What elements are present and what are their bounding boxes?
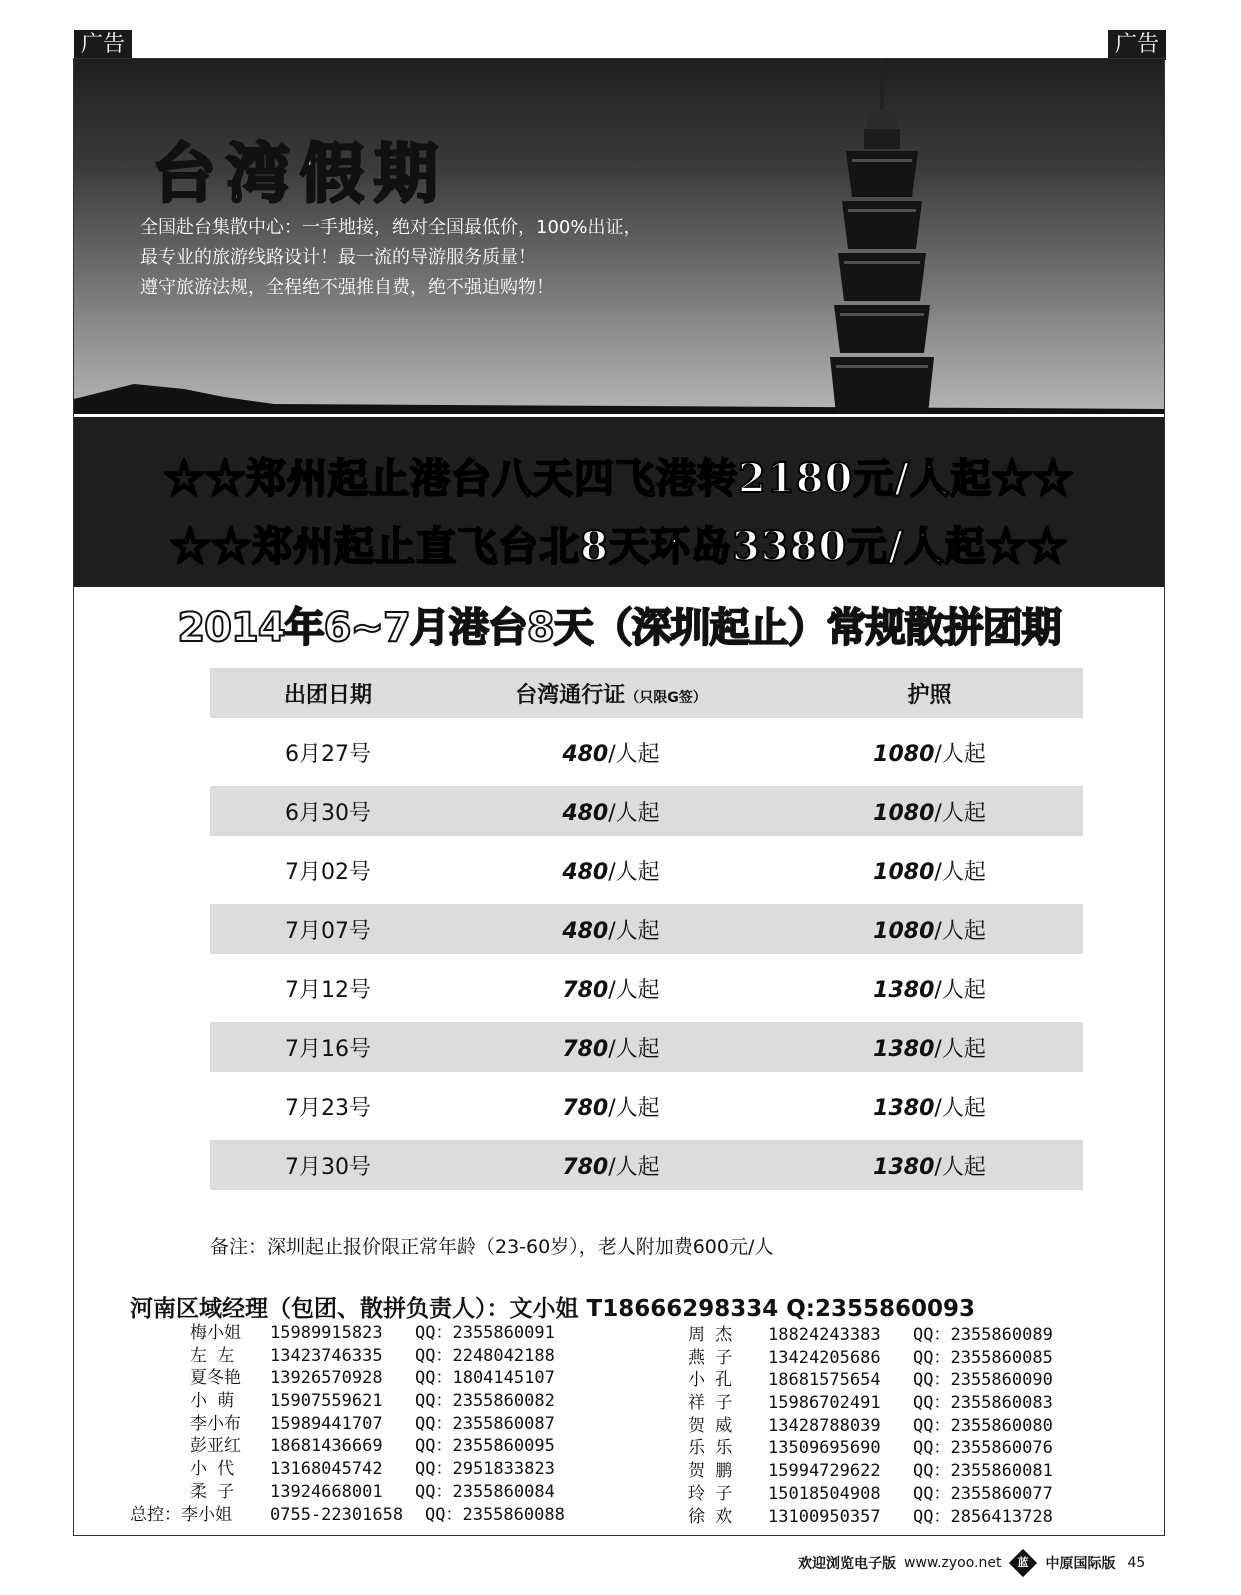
- row-date: 6月30号: [285, 800, 371, 826]
- price-unit: /人起: [934, 1154, 986, 1180]
- contact-name: 梅小姐: [190, 1323, 241, 1343]
- contact-qq: QQ：2355860095: [415, 1436, 555, 1457]
- price-unit: /人起: [608, 1095, 660, 1121]
- price-unit: /人起: [934, 977, 986, 1003]
- price-value: 480: [562, 741, 609, 767]
- contact-qq: QQ：2355860091: [415, 1323, 555, 1343]
- table-header: [210, 668, 1083, 718]
- row-date: 6月27号: [285, 741, 371, 767]
- price-unit: /人起: [608, 977, 660, 1003]
- contact-row: [688, 1437, 1053, 1460]
- ad-tag-left: 广告: [74, 30, 132, 60]
- row-date: 7月07号: [285, 918, 371, 944]
- table-row: [210, 845, 1083, 895]
- contact-name: 小 萌: [190, 1391, 235, 1412]
- contact-name: 乐 乐: [688, 1438, 733, 1459]
- contact-name: 贺 威: [688, 1415, 733, 1436]
- promo-line-2: ☆☆郑州起止直飞台北8天环岛3380元/人起☆☆: [170, 523, 1068, 570]
- contact-name: 周 杰: [688, 1325, 733, 1345]
- contact-phone: 13428788039: [768, 1415, 881, 1436]
- row-date: 7月16号: [285, 1036, 371, 1062]
- contact-qq: QQ：2355860085: [913, 1347, 1053, 1368]
- contact-phone: 13424205686: [768, 1347, 881, 1368]
- contact-phone: 13168045742: [270, 1459, 383, 1480]
- contact-row: [130, 1413, 565, 1436]
- promo-banner: [74, 417, 1164, 587]
- row-passport-price: [776, 737, 1083, 768]
- contact-qq: QQ：2856413728: [913, 1506, 1053, 1527]
- contact-name: 玲 子: [688, 1483, 733, 1504]
- table-row: [210, 727, 1083, 777]
- header-date: 出团日期: [283, 682, 372, 708]
- price-value: 1380: [873, 977, 935, 1003]
- price-value: 1380: [873, 1154, 935, 1180]
- price-unit: /人起: [608, 859, 660, 885]
- contact-phone: 0755-22301658: [270, 1504, 404, 1525]
- contact-name: 贺 鹏: [688, 1461, 733, 1482]
- row-tw-price: [446, 737, 776, 768]
- contacts-right-column: [688, 1324, 1053, 1528]
- contact-name: 祥 子: [688, 1393, 733, 1414]
- schedule-table: [210, 668, 1083, 1190]
- contact-name: 总控：李小姐: [130, 1504, 232, 1525]
- contact-row: [688, 1483, 1053, 1506]
- contact-name: 左 左: [190, 1345, 235, 1366]
- contact-qq: QQ：2355860088: [425, 1504, 565, 1525]
- contact-row: [130, 1481, 565, 1504]
- row-date: 7月23号: [285, 1095, 371, 1121]
- price-value: 780: [562, 1154, 609, 1180]
- contact-phone: 15994729622: [768, 1461, 881, 1482]
- contact-name: 燕 子: [688, 1347, 733, 1368]
- contact-name: 小 孔: [688, 1370, 733, 1391]
- footer-url[interactable]: www.zyoo.net: [904, 1555, 1002, 1571]
- price-value: 780: [562, 1095, 609, 1121]
- hero-line-1: 全国赴台集散中心：一手地接，绝对全国最低价，100%出证，: [140, 217, 642, 238]
- contact-qq: QQ：2355860083: [913, 1393, 1053, 1414]
- ad-tag-right: 广告: [1108, 30, 1166, 60]
- contact-phone: 18681436669: [270, 1436, 383, 1457]
- hero-line-2: 最专业的旅游线路设计！最一流的导游服务质量！: [140, 247, 536, 268]
- price-value: 480: [562, 800, 609, 826]
- hero-line-3: 遵守旅游法规，全程绝不强推自费，绝不强迫购物！: [140, 277, 554, 298]
- contact-row: [688, 1392, 1053, 1415]
- price-unit: /人起: [934, 1095, 986, 1121]
- contact-phone: 13926570928: [270, 1368, 383, 1389]
- contact-qq: QQ：2355860090: [913, 1370, 1053, 1391]
- contact-phone: 18824243383: [768, 1325, 881, 1345]
- row-tw-price: [446, 973, 776, 1004]
- contact-name: 夏冬艳: [190, 1368, 241, 1389]
- contact-row: [130, 1345, 565, 1368]
- contact-phone: 15907559621: [270, 1391, 383, 1412]
- page-footer: [798, 1553, 1145, 1573]
- contact-row: [688, 1347, 1053, 1370]
- section-title: 2014年6~7月港台8天（深圳起止）常规散拼团期: [177, 605, 1061, 651]
- price-value: 780: [562, 977, 609, 1003]
- price-note: 备注：深圳起止报价限正常年龄（23-60岁），老人附加费600元/人: [210, 1236, 774, 1258]
- contact-phone: 15989915823: [270, 1323, 383, 1343]
- price-unit: /人起: [608, 1036, 660, 1062]
- contact-qq: QQ：2355860080: [913, 1415, 1053, 1436]
- row-tw-price: [446, 855, 776, 886]
- price-unit: /人起: [608, 741, 660, 767]
- row-date: 7月12号: [285, 977, 371, 1003]
- contact-phone: 13509695690: [768, 1438, 881, 1459]
- contact-name: 柔 子: [190, 1481, 235, 1502]
- contact-phone: 18681575654: [768, 1370, 881, 1391]
- regional-manager: 河南区域经理（包团、散拼负责人）：文小姐 T18666298334 Q:2355860093: [130, 1296, 976, 1322]
- row-tw-price: [446, 796, 776, 827]
- table-row: [210, 1140, 1083, 1190]
- table-row: [210, 904, 1083, 954]
- contact-qq: QQ：2355860076: [913, 1438, 1053, 1459]
- row-tw-price: [446, 1032, 776, 1063]
- table-row: [210, 1022, 1083, 1072]
- price-unit: /人起: [608, 800, 660, 826]
- price-unit: /人起: [934, 741, 986, 767]
- contact-qq: QQ：2355860081: [913, 1461, 1053, 1482]
- contact-phone: 13423746335: [270, 1345, 383, 1366]
- contact-row: [130, 1458, 565, 1481]
- row-passport-price: [776, 855, 1083, 886]
- price-value: 780: [562, 1036, 609, 1062]
- contact-row: [688, 1324, 1053, 1347]
- contact-phone: 15989441707: [270, 1413, 383, 1434]
- contact-row: [688, 1506, 1053, 1529]
- row-tw-price: [446, 1091, 776, 1122]
- price-value: 480: [562, 859, 609, 885]
- contact-qq: QQ：2248042188: [415, 1345, 555, 1366]
- header-taiwan-permit-note: （只限G签）: [625, 689, 707, 706]
- price-value: 1080: [873, 800, 935, 826]
- row-tw-price: [446, 1150, 776, 1181]
- table-row: [210, 786, 1083, 836]
- header-taiwan-permit: [446, 678, 776, 709]
- page-number: 45: [1127, 1555, 1146, 1571]
- price-value: 1380: [873, 1095, 935, 1121]
- contact-name: 彭亚红: [190, 1436, 241, 1457]
- contacts-left-column: [130, 1322, 565, 1526]
- contact-row: [688, 1460, 1053, 1483]
- row-passport-price: [776, 1032, 1083, 1063]
- header-passport: 护照: [907, 682, 952, 708]
- price-value: 1080: [873, 859, 935, 885]
- contact-row: [130, 1367, 565, 1390]
- contact-qq: QQ：2355860084: [415, 1481, 555, 1502]
- contact-row: [688, 1415, 1053, 1438]
- contact-qq: QQ：1804145107: [415, 1368, 555, 1389]
- table-row: [210, 963, 1083, 1013]
- row-date: 7月30号: [285, 1154, 371, 1180]
- promo-line-1: ☆☆郑州起止港台八天四飞港转2180元/人起☆☆: [164, 455, 1074, 502]
- price-value: 1080: [873, 741, 935, 767]
- contact-qq: QQ：2951833823: [415, 1459, 555, 1480]
- hero-title: 台湾假期: [152, 137, 448, 212]
- header-taiwan-permit-label: 台湾通行证: [515, 682, 626, 708]
- contact-row: [130, 1435, 565, 1458]
- price-value: 480: [562, 918, 609, 944]
- contact-qq: QQ：2355860089: [913, 1325, 1053, 1345]
- row-passport-price: [776, 1150, 1083, 1181]
- contact-phone: 15986702491: [768, 1393, 881, 1414]
- hero-banner: [74, 59, 1164, 414]
- price-unit: /人起: [934, 859, 986, 885]
- footer-edition: 中原国际版: [1045, 1556, 1116, 1572]
- price-unit: /人起: [934, 800, 986, 826]
- row-passport-price: [776, 914, 1083, 945]
- table-row: [210, 1081, 1083, 1131]
- contact-name: 徐 欢: [688, 1506, 733, 1527]
- row-passport-price: [776, 796, 1083, 827]
- logo-glyph: 蓝: [1017, 1556, 1029, 1569]
- contact-row-total: [130, 1504, 565, 1527]
- contact-qq: QQ：2355860077: [913, 1483, 1053, 1504]
- contact-phone: 13924668001: [270, 1481, 383, 1502]
- price-unit: /人起: [608, 918, 660, 944]
- price-unit: /人起: [608, 1154, 660, 1180]
- contact-phone: 13100950357: [768, 1506, 881, 1527]
- row-tw-price: [446, 914, 776, 945]
- price-value: 1380: [873, 1036, 935, 1062]
- price-unit: /人起: [934, 1036, 986, 1062]
- publisher-logo-icon: [1009, 1549, 1037, 1577]
- contact-qq: QQ：2355860082: [415, 1391, 555, 1412]
- row-passport-price: [776, 973, 1083, 1004]
- contact-qq: QQ：2355860087: [415, 1413, 555, 1434]
- row-date: 7月02号: [285, 859, 371, 885]
- footer-welcome: 欢迎浏览电子版: [798, 1556, 896, 1572]
- contact-name: 李小布: [190, 1413, 241, 1434]
- contact-phone: 15018504908: [768, 1483, 881, 1504]
- contact-name: 小 代: [190, 1459, 235, 1480]
- contact-row: [688, 1369, 1053, 1392]
- row-passport-price: [776, 1091, 1083, 1122]
- price-unit: /人起: [934, 918, 986, 944]
- contact-row: [130, 1322, 565, 1345]
- price-value: 1080: [873, 918, 935, 944]
- contact-row: [130, 1390, 565, 1413]
